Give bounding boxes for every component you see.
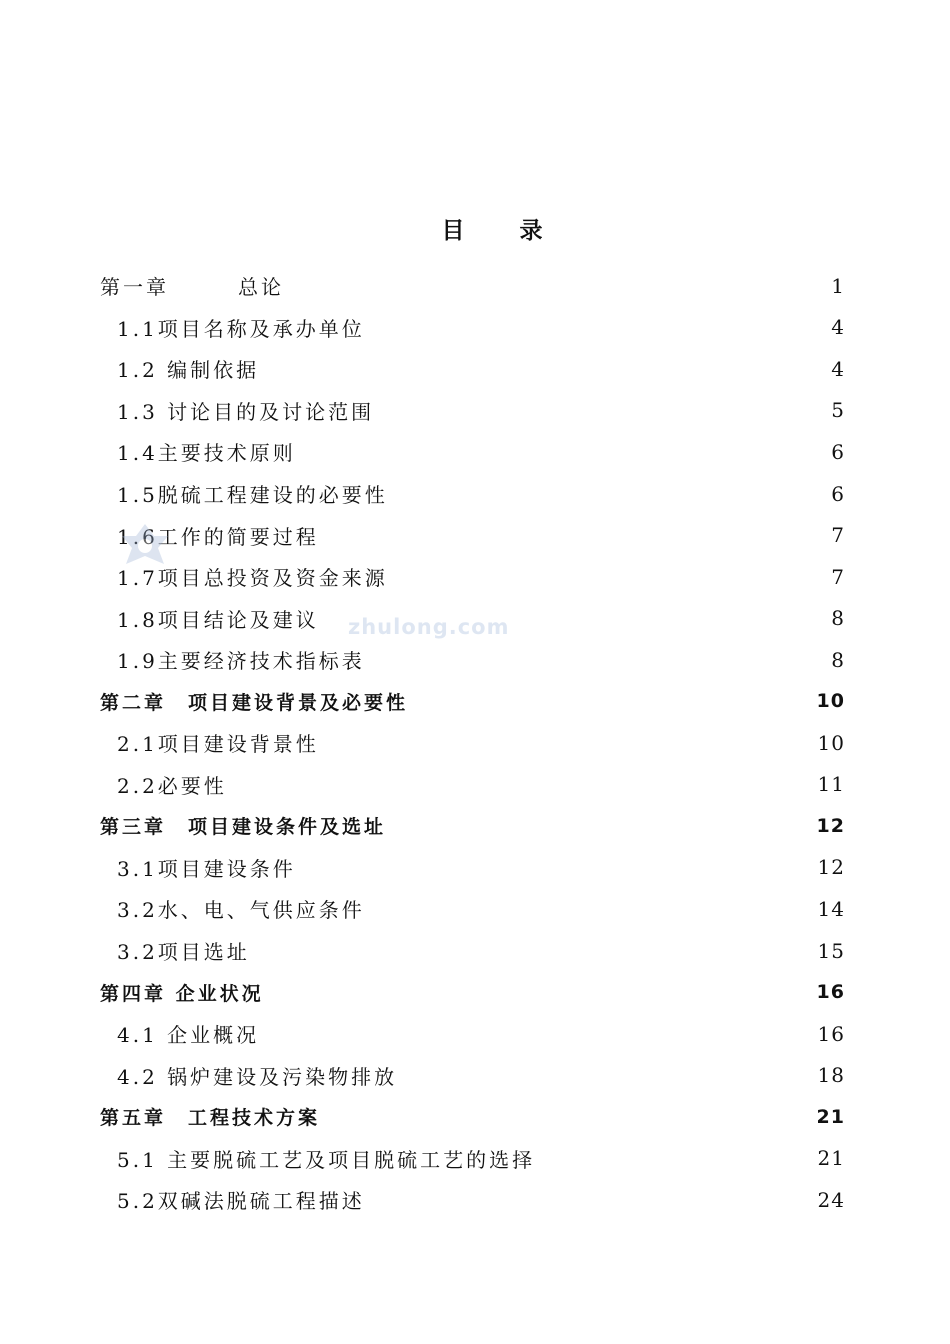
toc-chapter-entry[interactable]	[100, 971, 845, 1013]
toc-entry-label: 1.5脱硫工程建设的必要性	[117, 483, 388, 507]
toc-page-number: 12	[816, 814, 845, 837]
toc-page-number: 14	[817, 896, 845, 921]
toc-section-entry[interactable]	[100, 764, 845, 806]
toc-section-entry[interactable]	[100, 514, 845, 556]
toc-entry-label: 第五章 工程技术方案	[100, 1107, 321, 1130]
toc-entry-label: 4.1 企业概况	[117, 1023, 260, 1048]
toc-section-entry[interactable]	[100, 348, 845, 390]
toc-entry-label: 1.4主要技术原则	[117, 441, 296, 466]
toc-section-entry[interactable]	[100, 930, 845, 972]
toc-section-entry[interactable]	[100, 390, 845, 432]
toc-page-number: 16	[817, 1021, 845, 1046]
toc-page-number: 4	[831, 315, 845, 340]
toc-page-number: 21	[817, 1146, 845, 1171]
toc-page-number: 24	[817, 1187, 845, 1212]
toc-entry-label: 第二章 项目建设背景及必要性	[100, 691, 409, 714]
toc-chapter-entry[interactable]	[100, 680, 845, 722]
toc-entry-label: 第三章 项目建设条件及选址	[100, 816, 387, 839]
toc-page-number: 12	[817, 855, 845, 880]
toc-section-entry[interactable]	[100, 1013, 845, 1055]
toc-section-entry[interactable]	[100, 307, 845, 349]
toc-page-number: 8	[831, 647, 845, 672]
toc-entry-label: 2.1项目建设背景性	[117, 732, 319, 757]
toc-entry-label: 3.2项目选址	[117, 940, 250, 965]
toc-page-number: 11	[817, 772, 845, 797]
toc-page-number: 7	[831, 564, 845, 589]
toc-page-number: 16	[816, 981, 845, 1004]
toc-page-number: 4	[831, 356, 845, 381]
toc-page-number: 15	[817, 938, 845, 963]
toc-entry-label: 1.3 讨论目的及讨论范围	[117, 399, 375, 424]
toc-entry-label: 第一章 总论	[100, 275, 284, 300]
toc-page-number: 5	[831, 398, 845, 423]
toc-section-entry[interactable]	[100, 847, 845, 889]
toc-page-number: 8	[831, 606, 845, 631]
toc-page-number: 6	[831, 439, 845, 464]
zhulong-logo-icon	[118, 522, 172, 568]
toc-page-number: 7	[831, 523, 845, 548]
toc-entry-label: 2.2必要性	[117, 773, 227, 798]
toc-entry-label: 5.2双碱法脱硫工程描述	[117, 1189, 365, 1214]
toc-entry-label: 1.9主要经济技术指标表	[117, 649, 365, 674]
page-title: 目 录	[441, 218, 559, 244]
toc-entry-label: 3.2水、电、气供应条件	[117, 898, 365, 923]
toc-entry-label: 4.2 锅炉建设及污染物排放	[117, 1064, 398, 1089]
toc-section-entry[interactable]	[100, 556, 845, 598]
toc-section-entry[interactable]	[100, 722, 845, 764]
toc-entry-label: 1.1项目名称及承办单位	[117, 316, 365, 341]
toc-chapter-entry[interactable]	[100, 805, 845, 847]
table-of-contents	[100, 265, 845, 1221]
toc-entry-label: 1.8项目结论及建议	[117, 607, 319, 632]
toc-section-entry[interactable]	[100, 1179, 845, 1221]
toc-section-entry[interactable]	[100, 473, 845, 515]
toc-section-entry[interactable]	[100, 888, 845, 930]
toc-section-entry[interactable]	[100, 1137, 845, 1179]
toc-page-number: 6	[831, 481, 845, 506]
toc-entry-label: 1.6工作的简要过程	[117, 524, 319, 549]
toc-entry-label: 5.1 主要脱硫工艺及项目脱硫工艺的选择	[117, 1147, 536, 1172]
toc-chapter-entry[interactable]	[100, 1096, 845, 1138]
toc-page-number: 18	[817, 1063, 845, 1088]
toc-entry-label: 1.2 编制依据	[117, 358, 260, 383]
toc-page-number: 10	[816, 690, 845, 713]
toc-section-entry[interactable]	[100, 639, 845, 681]
toc-entry-label: 第四章 企业状况	[100, 982, 264, 1005]
watermark-text: zhulong.com	[348, 615, 510, 639]
toc-page-number: 1	[831, 273, 845, 298]
toc-entry-label: 3.1项目建设条件	[117, 856, 296, 881]
toc-chapter-entry[interactable]	[100, 265, 845, 307]
toc-entry-label: 1.7项目总投资及资金来源	[117, 566, 388, 591]
toc-page-number: 10	[817, 730, 845, 755]
toc-section-entry[interactable]	[100, 431, 845, 473]
toc-page-number: 21	[816, 1105, 845, 1128]
toc-section-entry[interactable]	[100, 1054, 845, 1096]
